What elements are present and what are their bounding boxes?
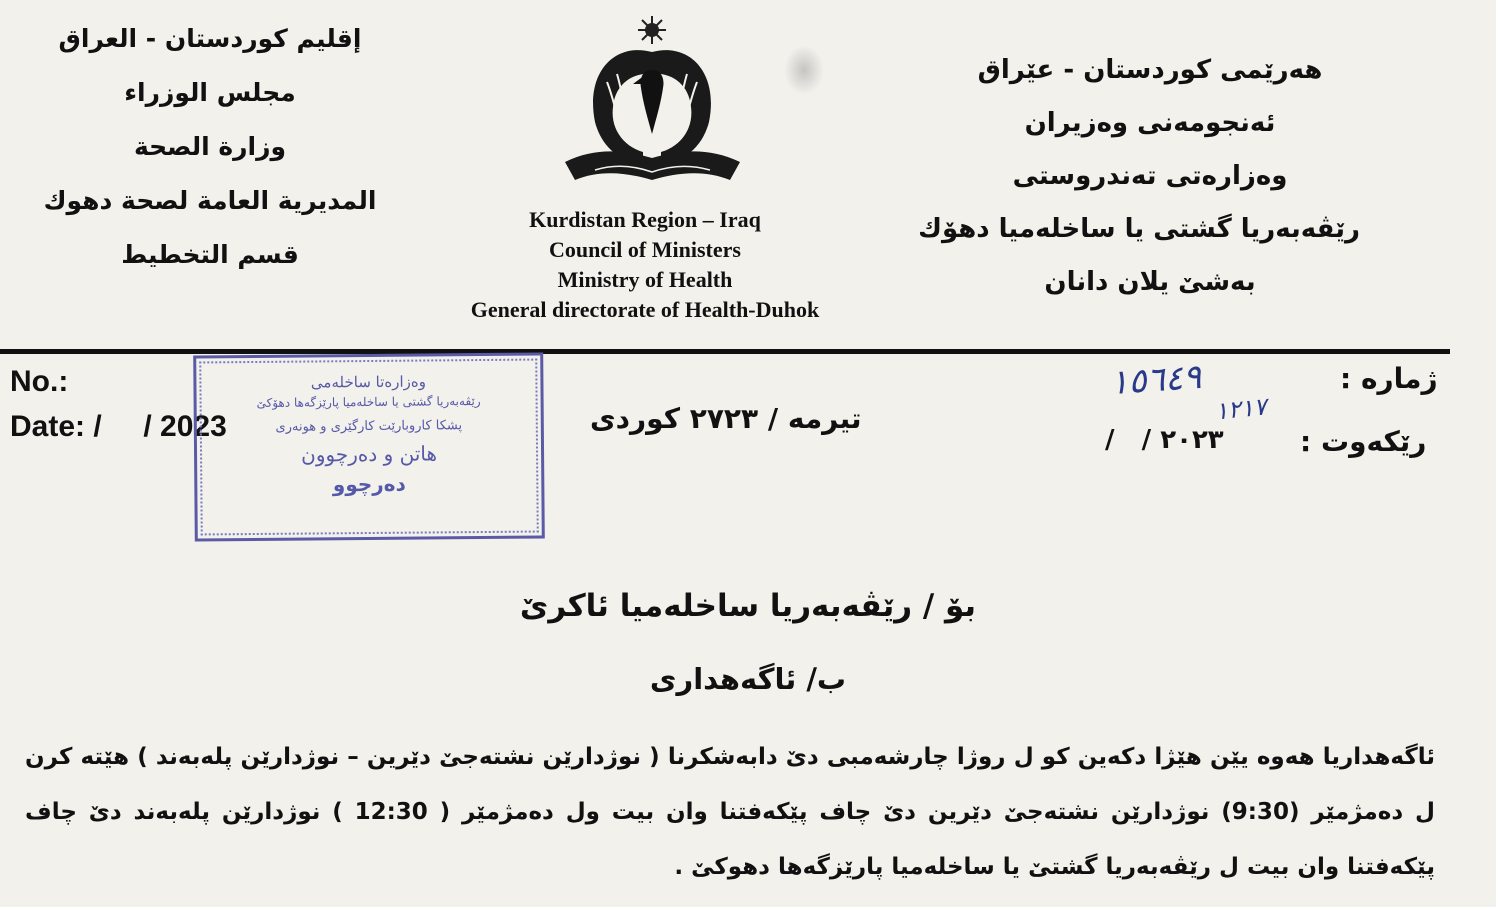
header-divider: [0, 349, 1450, 354]
letterhead-line: وزارة الصحة: [133, 132, 287, 161]
letterhead-line: Ministry of Health: [557, 267, 733, 292]
letter-body: ئاگەهداریا هەوە یێن هێژا دكەین كو ل روژا چارشەمبی دێ دابەشكرنا ( نوژدارێن نشتەجێ دێرین – نوژدارێن پلەبەند ) هێتە كرن ل دەمژمێر (9:30) نوژدارێن نشتەجێ دێرین دێ چاف پێكەفتنا وان بیت ول دەمژمێر ( 12:30 ) نوژدارێن پلەبەند دێ چاف پێكەفتنا وان بیت ل رێڤەبەریا گشتێ یا ساخلەمیا پارێزگەها دهوكێ .: [25, 744, 1435, 880]
handwritten-number: ١٥٦٤٩: [1108, 356, 1203, 404]
stamp-line: پشكا كاروبارێت كارگێری و هونەری: [275, 418, 463, 435]
letterhead-line: مجلس الوزراء: [124, 78, 296, 107]
letterhead-line: المديرية العامة لصحة دهوك: [43, 186, 377, 215]
letterhead-line: General directorate of Health-Duhok: [470, 297, 820, 322]
kurdish-letterhead: [918, 44, 1360, 309]
letterhead-line: وەزارەتی تەندروستی: [1012, 161, 1288, 191]
stamp-line: رێڤەبەریا گشتی یا ساخلەمیا پارێزگەها دهۆكێ: [256, 394, 481, 410]
arabic-letterhead: [30, 12, 390, 282]
ink-smudge: [784, 45, 824, 95]
date-value-kurdish: ٢٠٢٣ / /: [1105, 425, 1224, 455]
letterhead-line: رێڤەبەریا گشتی یا ساخلەمیا دهۆك: [918, 214, 1360, 244]
letterhead-line: ئەنجومەنی وەزیران: [1024, 108, 1276, 138]
number-label-kurdish: ژمارە :: [1340, 362, 1438, 395]
stamp-line: دەرچوو: [332, 471, 406, 497]
incoming-outgoing-stamp: [193, 352, 545, 541]
stamp-line: وەزارەتا ساخلەمی: [310, 372, 427, 392]
sun-icon: [638, 16, 666, 44]
letterhead-line: Kurdistan Region – Iraq: [529, 207, 761, 232]
letterhead-line: قسم التخطيط: [121, 240, 299, 269]
kurdistan-eagle-emblem-icon: [555, 12, 750, 197]
date-label-kurdish: رێكەوت :: [1300, 425, 1427, 458]
letterhead-line: إقليم كوردستان - العراق: [58, 24, 362, 53]
letter-subject: ب/ ئاگەهداری: [649, 662, 847, 696]
date-label-english: Date: / / 2023: [10, 410, 227, 443]
kurdish-calendar-date: تیرمە / ٢٧٢٣ كوردی: [590, 402, 862, 435]
letterhead-line: Council of Ministers: [549, 237, 741, 262]
letterhead-line: بەشێ یلان دانان: [1044, 267, 1256, 297]
number-label-english: No.:: [10, 365, 69, 398]
letter-recipient: بۆ / رێڤەبەریا ساخلەمیا ئاكرێ: [519, 588, 977, 624]
english-letterhead: [420, 205, 870, 325]
letterhead-line: هەرێمی كوردستان - عێراق: [977, 55, 1323, 85]
stamp-line: هاتن و دەرچوون: [301, 441, 438, 467]
handwritten-note: ١٢١٧: [1213, 392, 1268, 426]
